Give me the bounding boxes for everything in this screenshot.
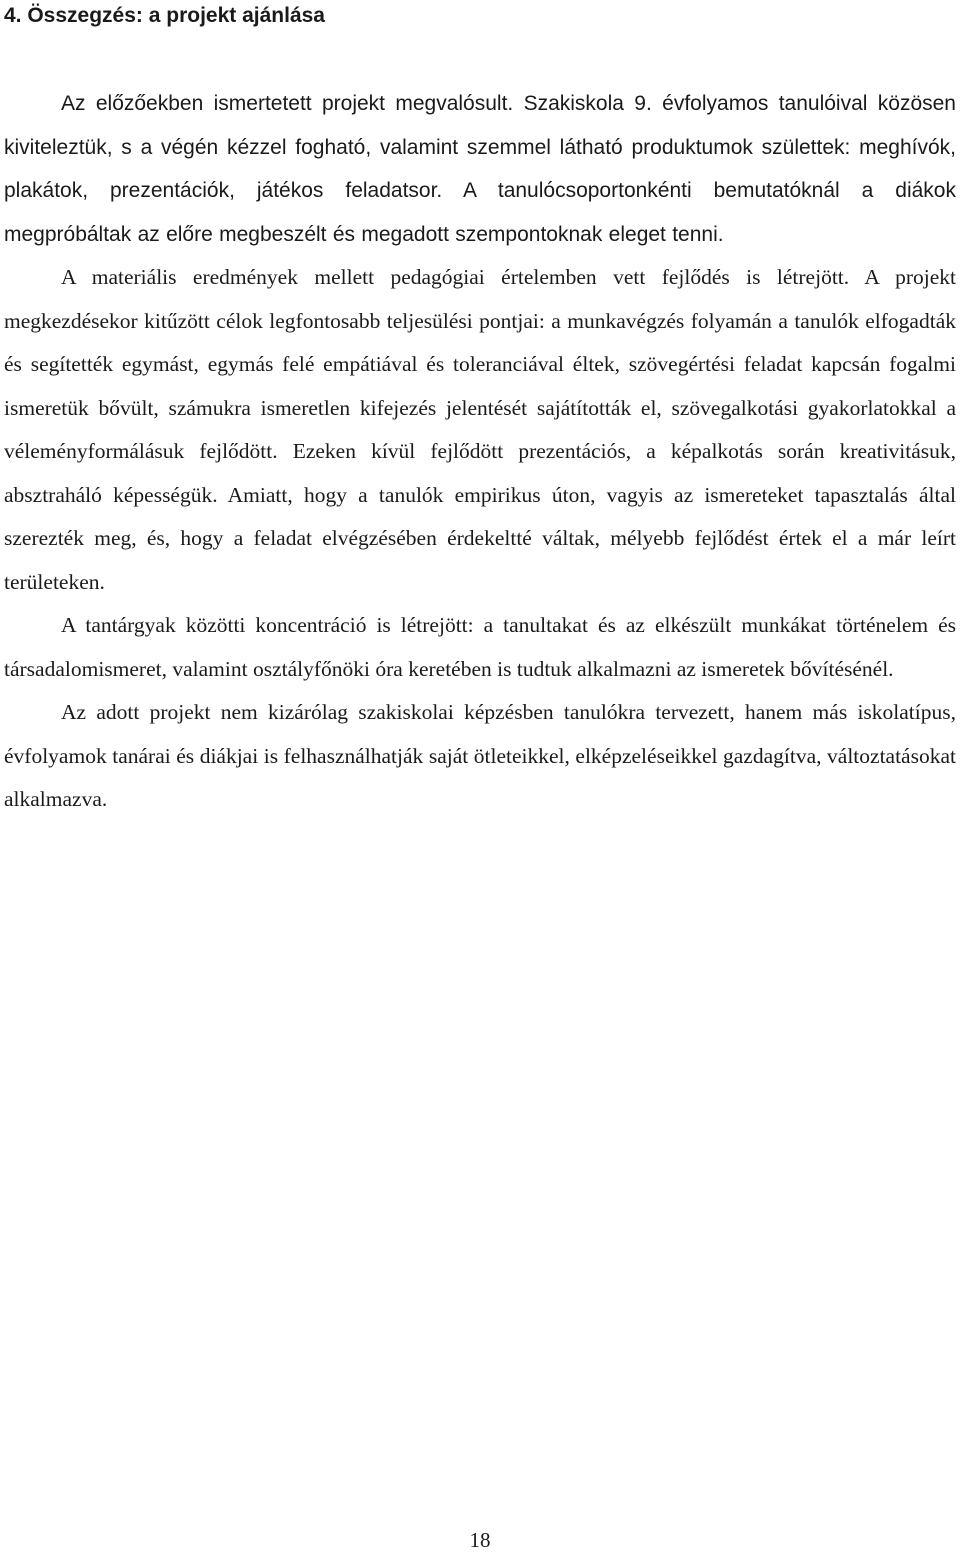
paragraph-1: Az előzőekben ismertetett projekt megvalósult. Szakiskola 9. évfolyamos tanulóival közösen kiviteleztük, s a végén kézzel fogható, valamint szemmel látható produktumok születtek: meghívók, plakátok, prezentációk, játékos feladatsor. A tanulócsoportonkénti bemutatóknál a diákok megpróbáltak az előre megbeszélt és megadott szempontoknak eleget tenni. xyxy=(4,92,956,246)
paragraph-2: A materiális eredmények mellett pedagógiai értelemben vett fejlődés is létrejött. A projekt megkezdésekor kitűzött célok legfontosabb teljesülési pontjai: a munkavégzés folyamán a tanulók elfogadták és segítették egymást, egymás felé empátiával és toleranciával éltek, szövegértési feladat kapcsán fogalmi ismeretük bővült, számukra ismeretlen kifejezés jelentését sajátították el, szövegalkotási gyakorlatokkal a véleményformálásuk fejlődött. Ezeken kívül fejlődött prezentációs, a képalkotás során kreativitásuk, absztraháló képességük. Amiatt, hogy a tanulók empirikus úton, vagyis az ismereteket tapasztalás által szerezték meg, és, hogy a feladat elvégzésében érdekeltté váltak, mélyebb fejlődést értek el a már leírt területeken. xyxy=(4,265,956,594)
page-number: 18 xyxy=(469,1528,491,1552)
paragraph-3: A tantárgyak közötti koncentráció is létrejött: a tanultakat és az elkészült munkákat történelem és társadalomismeret, valamint osztályfőnöki óra keretében is tudtuk alkalmazni az ismeretek bővítésénél. xyxy=(4,613,956,681)
paragraph-4: Az adott projekt nem kizárólag szakiskolai képzésben tanulókra tervezett, hanem más iskolatípus, évfolyamok tanárai és diákjai is felhasználhatják saját ötleteikkel, elképzeléseikkel gazdagítva, változtatásokat alkalmazva. xyxy=(4,700,956,811)
section-heading: 4. Összegzés: a projekt ajánlása xyxy=(4,4,325,27)
body-text xyxy=(4,82,956,822)
